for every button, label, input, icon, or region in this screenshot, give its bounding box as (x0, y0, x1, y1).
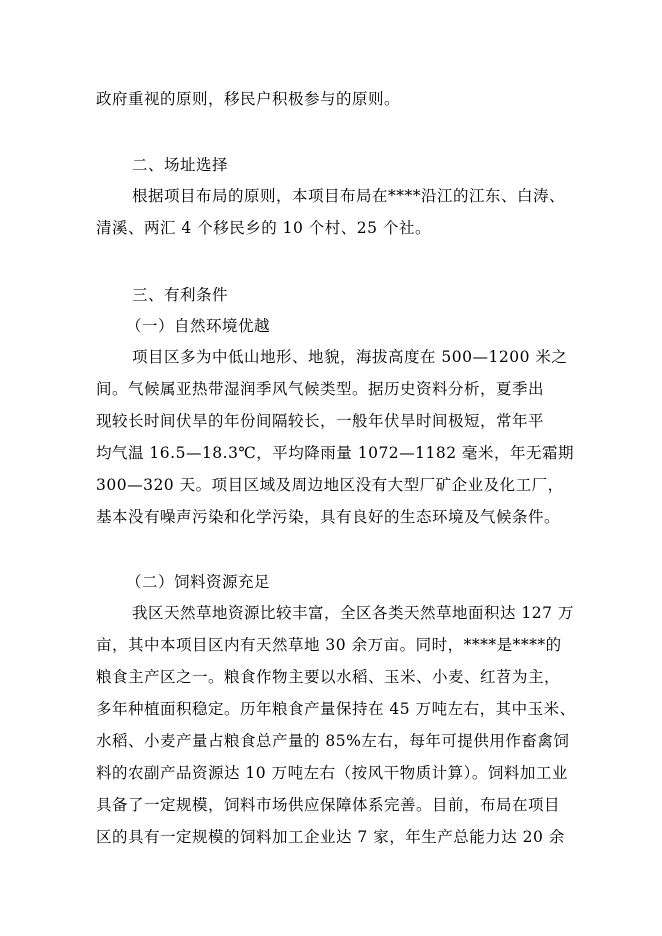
paragraph-line: 区的具有一定规模的饲料加工企业达 7 家，年生产总能力达 20 余 (96, 828, 565, 846)
paragraph-line: 清溪、两汇 4 个移民乡的 10 个村、25 个社。 (96, 219, 431, 237)
paragraph-line: 项目区多为中低山地形、地貌，海拔高度在 500—1200 米之 (132, 348, 568, 366)
paragraph-line: 现较长时间伏旱的年份间隔较长，一般年伏旱时间极短，常年平 (96, 412, 545, 430)
paragraph-line: 水稻、小麦产量占粮食总产量的 85%左右，每年可提供用作畜禽饲 (96, 732, 570, 750)
paragraph-line: 间。气候属亚热带湿润季风气候类型。据历史资料分析，夏季出 (96, 380, 545, 398)
subsection-heading: （一）自然环境优越 (126, 317, 271, 335)
paragraph-line: 亩，其中本项目区内有天然草地 30 余万亩。同时，****是****的 (96, 636, 562, 654)
paragraph-line: 根据项目布局的原则，本项目布局在****沿江的江东、白涛、 (132, 187, 566, 205)
paragraph-line: 我区天然草地资源比较丰富，全区各类天然草地面积达 127 万 (132, 604, 574, 622)
section-heading: 三、有利条件 (132, 286, 229, 304)
paragraph-line: 均气温 16.5—18.3℃，平均降雨量 1072—1182 毫米，年无霜期 (96, 444, 575, 462)
paragraph-line: 基本没有噪声污染和化学污染，具有良好的生态环境及气候条件。 (96, 508, 561, 526)
paragraph-line: 具备了一定规模，饲料市场供应保障体系完善。目前，布局在项目 (96, 796, 561, 814)
subsection-heading: （二）饲料资源充足 (126, 573, 271, 591)
paragraph-line: 粮食主产区之一。粮食作物主要以水稻、玉米、小麦、红苕为主， (96, 668, 561, 686)
paragraph-line: 300—320 天。项目区域及周边地区没有大型厂矿企业及化工厂， (96, 476, 564, 494)
paragraph-line: 政府重视的原则，移民户积极参与的原则。 (96, 90, 401, 108)
paragraph-line: 料的农副产品资源达 10 万吨左右（按风干物质计算）。饲料加工业 (96, 764, 568, 782)
section-heading: 二、场址选择 (132, 156, 229, 174)
paragraph-line: 多年种植面积稳定。历年粮食产量保持在 45 万吨左右，其中玉米、 (96, 700, 576, 718)
